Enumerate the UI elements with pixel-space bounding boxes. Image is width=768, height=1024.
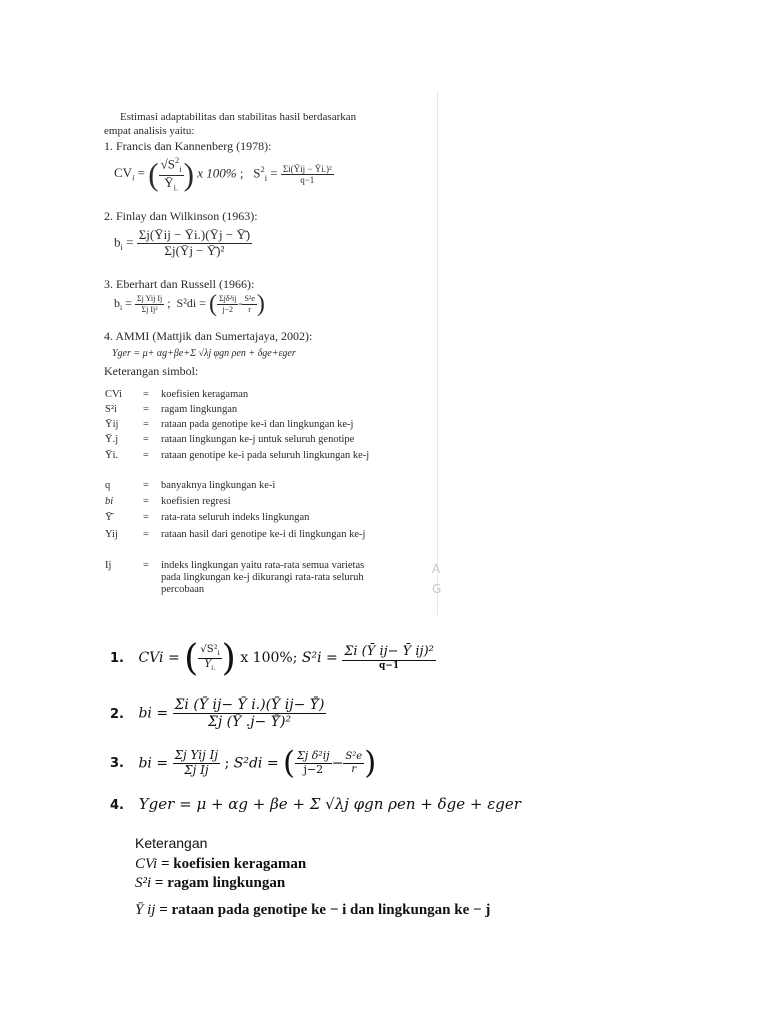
- typed-formula-4: 4. Yger = μ + αg + βe + Σ √λj φgn ρen + δge + εger: [110, 795, 521, 813]
- keterangan-item: CVi = koefisien keragaman: [135, 856, 307, 872]
- symbol-row: CVi = koefisien keragaman: [105, 389, 249, 400]
- symbols-heading: Keterangan simbol:: [104, 364, 199, 378]
- symbol-row: q = banyaknya lingkungan ke-i: [105, 480, 276, 491]
- method-heading-2: 2. Finlay dan Wilkinson (1963):: [104, 209, 258, 223]
- intro-line-1: Estimasi adaptabilitas dan stabilitas hasil berdasarkan: [120, 111, 357, 123]
- keterangan-item: Ȳ ij = rataan pada genotipe ke − i dan lingkungan ke − j: [135, 902, 491, 918]
- method-heading-4: 4. AMMI (Mattjik dan Sumertajaya, 2002):: [104, 329, 313, 343]
- ghost-letter-g: G: [432, 582, 442, 596]
- symbol-row: S²i = ragam lingkungan: [105, 404, 238, 415]
- typed-formula-3: 3. bi = $\frac{\text{Σj Yij Ij}}{\text{Σj Ij}}$ ; S²di = ( $\frac{\text{Σj δ²ij}}{j-2}$ − $\frac{\text{S²e}}{r}$ ): [110, 745, 377, 781]
- page-divider-line: [437, 92, 438, 615]
- intro-line-2: empat analisis yaitu:: [104, 125, 195, 137]
- formula-ammi: Yger = μ+ αg+βe+Σ √λj φgn ρen + δge+εger: [112, 348, 296, 359]
- formula-cv: $CV_i$ = ( $\frac{√S^2_i}{Ȳ_{i.}}$ ) x 100% ; $S^2_i$ = $\frac{\text{Σi(Ȳij − Ȳi.)²}}{q-1}$: [114, 155, 332, 193]
- typed-formula-1: 1. CVi = ( $\frac{√S^2_i}{Y_{i.}}$ ) x 100%; S²i = $\frac{\text{Σi (Ȳ ij− Ȳ ij)²}}{q-1}$: [110, 636, 434, 679]
- keterangan-item: S²i = ragam lingkungan: [135, 875, 286, 891]
- formula-bi-eberhart: $b_i$ = $\frac{\text{Σj Yij Ij}}{\text{Σj Ij²}}$ ; S²di = ( $\frac{\text{Σjδ²ij}}{j-2}$ - $\frac{\text{S²e}}{r}$ ): [114, 291, 265, 317]
- symbol-row: Yij = rataan hasil dari genotipe ke-i di lingkungan ke-j: [105, 529, 366, 540]
- symbol-row: bi = koefisien regresi: [105, 496, 231, 507]
- method-heading-3: 3. Eberhart dan Russell (1966):: [104, 277, 255, 291]
- symbol-row: Ȳi. = rataan genotipe ke-i pada seluruh lingkungan ke-j: [105, 450, 370, 461]
- symbol-row: Ȳij = rataan pada genotipe ke-i dan lingkungan ke-j: [105, 419, 354, 430]
- keterangan-heading: Keterangan: [135, 835, 208, 851]
- ghost-letter-a: A: [432, 562, 441, 576]
- formula-bi-finlay: $b_i$ = $\frac{\text{Σj(Ȳij − Ȳi.)(Ȳj − Ȳ̄)}}{\text{Σj(Ȳj − Ȳ̄)²}}$: [114, 227, 251, 258]
- typed-formula-2: 2. bi = $\frac{\text{Σi (Ȳ ij− Ȳ i.)(Ȳ ij− Ȳ̄)}}{\text{Σj (Ȳ .j− Ȳ̄)²}}$: [110, 697, 325, 731]
- symbol-row: Ȳ.j = rataan lingkungan ke-j untuk seluruh genotipe: [105, 434, 355, 445]
- method-heading-1: 1. Francis dan Kannenberg (1978):: [104, 139, 272, 153]
- symbol-row: Ȳ̄ = rata-rata seluruh indeks lingkungan: [105, 512, 310, 523]
- scanned-formula-image: [100, 92, 437, 617]
- symbol-row: Ij = indeks lingkungan yaitu rata-rata semua varietas pada lingkungan ke-j dikurangi rata-rata seluruh percobaan: [105, 560, 365, 595]
